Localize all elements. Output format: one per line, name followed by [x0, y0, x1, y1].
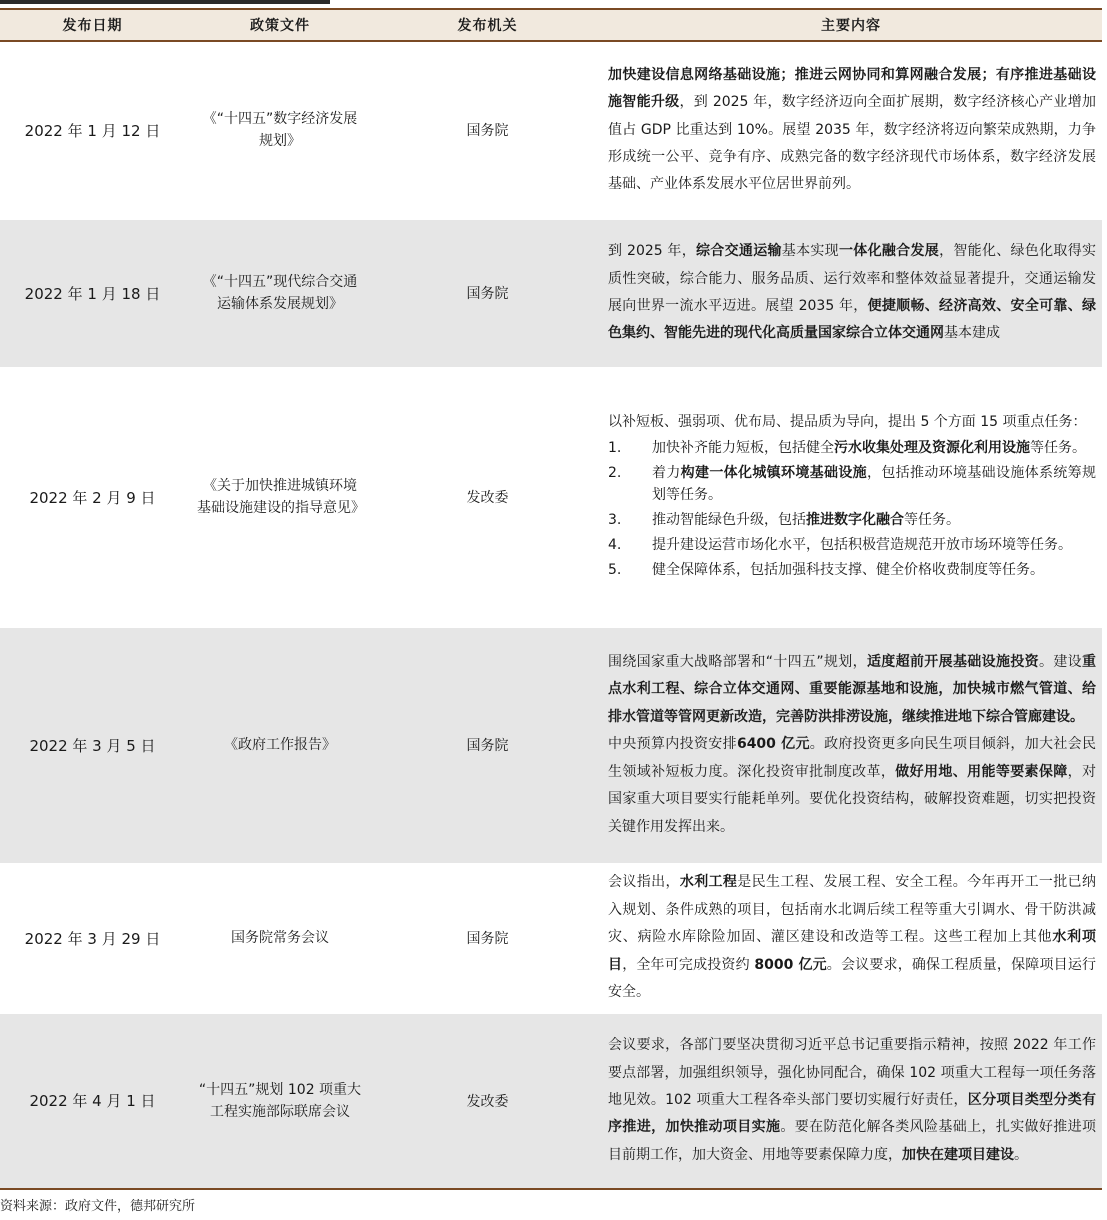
list-item: 4. 提升建设运营市场化水平，包括积极营造规范开放市场环境等任务。 [608, 536, 1072, 553]
bold-text: 6400 亿元 [736, 736, 810, 753]
text-run: 着力 [652, 464, 681, 481]
table-row [0, 863, 1102, 1013]
bold-text: 综合交通运输 [696, 243, 782, 260]
cell-org: 发改委 [466, 490, 509, 506]
bold-text: 便捷顺畅、经济高效、安全可靠、绿色集约、智能先进的现代化高质量国家综合立体交通网 [608, 298, 1096, 342]
cell-content [600, 219, 1102, 367]
text-run: 围绕国家重大战略部署和“十四五”规划， [608, 654, 867, 671]
bold-text: 重点水利工程、综合立体交通网、重要能源基地和设施，加快城市燃气管道、给排水管道等管网更新改造，完善防洪排涝设施，继续推进地下综合管廊建设。 [608, 654, 1097, 725]
cell-doc: 《“十四五”数字经济发展规划》 [202, 111, 358, 150]
text-run: ，包括推动环境基础设施体系统筹规划等任务。 [652, 464, 1097, 503]
text-run: 是民生工程、发展工程、安全工程。今年再开工一批已纳入规划、条件成熟的项目，包括南水北调后续工程等重大引调水、骨干防洪减灾、病险水库除险加固、灌区建设和改造等工程。这些工程加上其他 [608, 874, 1097, 946]
text-run: ，到 2025 年，数字经济迈向全面扩展期，数字经济核心产业增加值占 GDP 比重达到 10%。展望 2035 年，数字经济将迈向繁荣成熟期，力争形成统一公平、竞争有序、成熟完备的数字经济现代市场体系，数字经济发展基础、产业体系发展水平位居世界前列。 [608, 94, 1097, 193]
text-run: ，智能化、绿色化取得实质性突破，综合能力、服务品质、运行效率和整体效益显著提升，交通运输发展向世界一流水平迈进。展望 2035 年， [608, 243, 1097, 314]
text-run: 到 2025 年， [608, 243, 697, 260]
bold-text: 一体化融合发展 [838, 243, 940, 260]
text-run: ，全年可完成投资约 [622, 956, 755, 973]
bold-text: 适度超前开展基础设施投资 [866, 654, 1039, 671]
bold-text: 做好用地、用能等要素保障 [895, 763, 1068, 780]
bold-text: 加快在建项目建设 [902, 1146, 1014, 1163]
content-para [608, 1032, 1096, 1169]
bold-text: 8000 亿元 [754, 956, 827, 973]
table-row [0, 41, 1102, 219]
text-run: 。 [1014, 1146, 1028, 1163]
bold-text: 构建一体化城镇环境基础设施 [680, 464, 868, 481]
cell-date: 2022 年 3 月 29 日 [24, 929, 161, 948]
cell-date: 2022 年 3 月 5 日 [29, 736, 156, 755]
content-para [608, 238, 1096, 348]
cell-doc: 《关于加快推进城镇环境基础设施建设的指导意见》 [197, 478, 365, 516]
table-row [0, 1013, 1102, 1189]
table-row [0, 367, 1102, 627]
text-run: 。会议要求，确保工程质量，保障项目运行安全。 [608, 956, 1097, 1001]
text-run: ，对国家重大项目要实行能耗单列。要优化投资结构，破解投资难题，切实把投资关键作用发挥出来。 [608, 763, 1097, 835]
cell-org: 国务院 [466, 286, 509, 302]
cell-content [600, 1013, 1102, 1189]
header-doc: 政策文件 [250, 18, 310, 34]
content-para [608, 62, 1096, 199]
bold-text: 加快建设信息网络基础设施；推进云网协同和算网融合发展；有序推进基础设施智能升级 [608, 66, 1096, 111]
text-run: 会议指出， [608, 874, 680, 891]
cell-doc: “十四五”规划 102 项重大工程实施部际联席会议 [198, 1081, 362, 1120]
cell-org: 发改委 [466, 1093, 509, 1110]
header-content: 主要内容 [821, 18, 881, 34]
table-row [0, 627, 1102, 863]
cell-doc: 国务院常务会议 [231, 930, 329, 946]
text-run: 中央预算内投资安排 [608, 736, 737, 753]
cell-content [600, 863, 1102, 1013]
cell-date: 2022 年 1 月 12 日 [24, 121, 161, 140]
policy-table [0, 8, 1102, 1190]
list-item: 2. 着力构建一体化城镇环境基础设施，包括推动环境基础设施体系统筹规划等任务。 [608, 464, 1097, 503]
header-date: 发布日期 [62, 18, 123, 34]
text-run: 提升建设运营市场化水平，包括积极营造规范开放市场环境等任务。 [652, 536, 1072, 553]
list-item: 1. 加快补齐能力短板，包括健全污水收集处理及资源化利用设施等任务。 [608, 439, 1086, 456]
top-rule [0, 0, 330, 4]
content-lead: 以补短板、强弱项、优布局、提品质为导向，提出 5 个方面 15 项重点任务： [608, 413, 1087, 430]
text-run: 基本实现 [781, 243, 839, 260]
text-run: 会议要求，各部门要坚决贯彻习近平总书记重要指示精神，按照 2022 年工作要点部署，加强组织领导，强化协同配合，确保 102 项重大工程每一项任务落地见效。102 项重大工程各牵头部门要切实履行好责任， [608, 1037, 1096, 1109]
table-row [0, 219, 1102, 367]
cell-org: 国务院 [466, 931, 509, 947]
cell-content [600, 367, 1102, 627]
table-header-row [0, 9, 1102, 41]
text-run: 等任务。 [1030, 439, 1086, 456]
list-item: 3. 推动智能绿色升级，包括推进数字化融合等任务。 [608, 511, 960, 528]
bold-text: 水利工程 [679, 874, 738, 891]
cell-date: 2022 年 2 月 9 日 [29, 488, 156, 507]
text-run: 推动智能绿色升级，包括 [652, 511, 806, 528]
cell-org: 国务院 [466, 738, 509, 754]
text-run: 。政府投资更多向民生项目倾斜，加大社会民生领域补短板力度。深化投资审批制度改革， [608, 736, 1097, 780]
cell-content [600, 627, 1102, 863]
cell-date: 2022 年 1 月 18 日 [24, 284, 161, 303]
cell-doc: 《“十四五”现代综合交通运输体系发展规划》 [202, 274, 358, 312]
text-run: 健全保障体系，包括加强科技支撑、健全价格收费制度等任务。 [652, 561, 1044, 578]
content-para [608, 869, 1096, 1006]
source-note: 资料来源：政府文件，德邦研究所 [0, 1199, 196, 1214]
content-para [608, 731, 1096, 841]
list-item: 5. 健全保障体系，包括加强科技支撑、健全价格收费制度等任务。 [608, 561, 1044, 578]
text-run: 加快补齐能力短板，包括健全 [652, 439, 834, 456]
cell-date: 2022 年 4 月 1 日 [29, 1092, 156, 1111]
cell-content [600, 41, 1102, 219]
bold-text: 水利项目 [608, 929, 1096, 973]
cell-doc: 《政府工作报告》 [224, 737, 336, 753]
content-para [608, 649, 1096, 731]
bold-text: 污水收集处理及资源化利用设施 [834, 439, 1030, 456]
header-org: 发布机关 [457, 18, 518, 34]
text-run: 。要在防范化解各类风险基础上，扎实做好推进项目前期工作，加大资金、用地等要素保障力度， [608, 1119, 1097, 1163]
text-run: 。建设 [1039, 654, 1083, 671]
text-run: 等任务。 [904, 511, 960, 528]
cell-org: 国务院 [466, 123, 509, 140]
text-run: 基本建成 [944, 325, 1000, 342]
bold-text: 区分项目类型分类有序推进，加快推动项目实施 [608, 1092, 1097, 1136]
bold-text: 推进数字化融合 [806, 511, 904, 528]
